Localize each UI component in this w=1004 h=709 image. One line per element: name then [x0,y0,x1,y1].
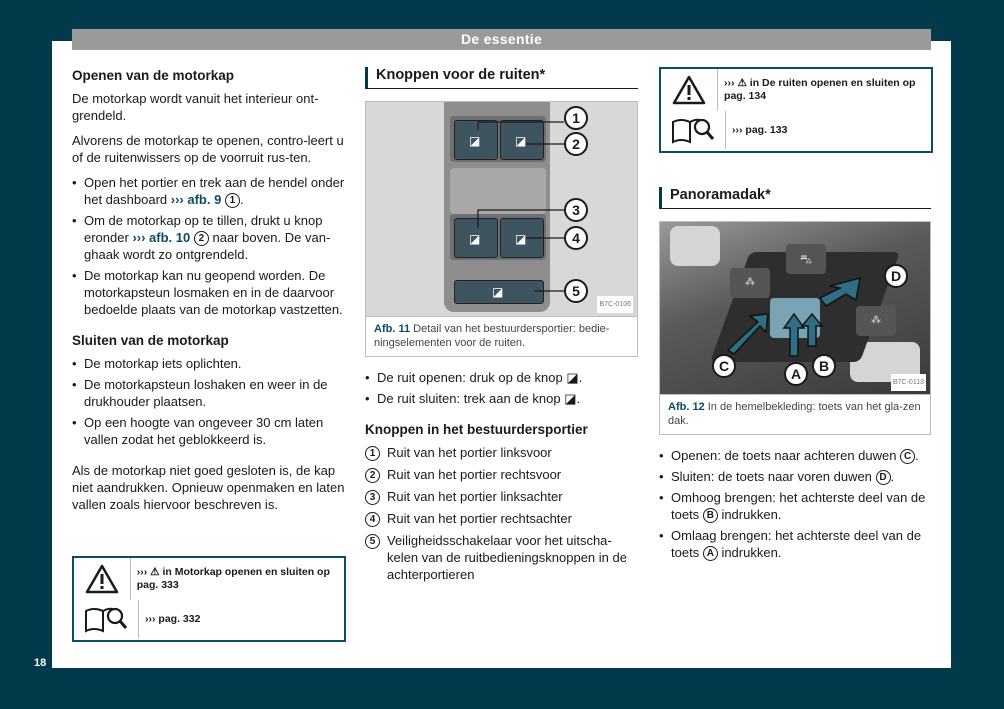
callout-5: 5 [564,279,588,303]
figure-link[interactable]: ››› afb. 9 [170,192,222,207]
heading-close-hood: Sluiten van de motorkap [72,333,229,349]
page-reference[interactable]: ››› pag. 133 [732,123,788,136]
paragraph: Alvorens de motorkap te openen, contro-leert u of de ruitenwissers op de voorruit rus-ten. [72,133,344,165]
paragraph: De motorkap wordt vanuit het interieur ont-grendeld. [72,91,319,123]
figure-code: B7C-0113 [891,374,926,391]
window-icon: ◪ [515,134,527,148]
callout-C: C [712,354,736,378]
callout-number: 2 [194,231,209,246]
list-item: • Op een hoogte van ongeveer 30 cm laten vallen zodat het geblokkeerd is. [72,415,324,448]
figure-code: B7C-0106 [597,296,633,313]
list-item: 3 Ruit van het portier linksachter [365,488,638,505]
sunroof-switch-illustration [660,222,930,394]
interior-light-button: ⁂ [730,268,770,298]
list-item: • De ruit sluiten: trek aan de knop ◪. [365,391,581,406]
list-item: 5 Veiligheidsschakelaar voor het uitscha-kelen van de ruitbedieningsknoppen in de achterportieren [365,532,638,583]
window-close-icon: ◪ [564,391,577,406]
list-item: • Omlaag brengen: het achterste deel van de toets A indrukken. [659,528,922,561]
list-item: • De ruit openen: druk op de knop ◪. [365,370,583,385]
heading-open-hood: Openen van de motorkap [72,68,235,83]
callout-number: 1 [225,193,240,208]
window-icon: ◪ [469,232,481,246]
left-column [72,67,346,521]
figure-link[interactable]: ››› afb. 10 [132,230,191,246]
window-switch-illustration [366,102,637,316]
car-roof-button: ⛍ [786,244,826,274]
list-item: • De motorkap iets oplichten. [72,356,242,372]
warning-icon [74,558,131,600]
list-item: 4 Ruit van het portier rechtsachter [365,510,638,527]
callout-A: A [784,362,808,386]
warning-box [659,67,933,153]
list-item: • Openen: de toets naar achteren duwen C . [659,448,919,463]
page-header: De essentie [72,29,931,50]
list-item: • De motorkapsteun loshaken en weer in de drukhouder plaatsen. [72,377,328,410]
window-open-icon: ◪ [566,370,579,385]
window-icon: ◪ [469,134,481,148]
list-item: • Sluiten: de toets naar voren duwen D . [659,469,895,485]
right-column [659,187,931,565]
callout-2: 2 [564,132,588,156]
figure-sunroof-switch [659,221,931,435]
list-item: • De motorkap kan nu geopend worden. De motorkapsteun losmaken en in de daarvoor bedoelde plaats van de motorkap vastzetten. [72,268,343,318]
page-reference[interactable]: ››› pag. 332 [145,612,201,625]
warning-reference[interactable]: ››› ⚠ in De ruiten openen en sluiten op pag. 134 [724,77,916,102]
callout-B: B [812,354,836,378]
callout-1: 1 [564,106,588,130]
list-item: • Omhoog brengen: het achterste deel van de toets B indrukken. [659,490,926,523]
warning-reference[interactable]: ››› ⚠ in Motorkap openen en sluiten op pag. 333 [136,566,330,591]
section-title-windows: Knoppen voor de ruiten* [365,67,638,89]
figure-caption: Afb. 12 In de hemelbekleding: toets van het gla-zen dak. [660,394,930,434]
subheading-driver-door: Knoppen in het bestuurdersportier [365,422,588,437]
numbered-list [365,444,638,583]
figure-window-switches [365,101,638,357]
warning-box [72,556,346,642]
list-item: • Om de motorkap op te tillen, drukt u knop eronder ››› afb. 10 2 naar boven. De van-ghaak wordt zo ontgrendeld. [72,213,331,263]
book-search-icon [661,111,726,149]
interior-light-button: ⁂ [856,306,896,336]
list-item: 1 Ruit van het portier linksvoor [365,444,638,461]
window-icon: ◪ [515,232,527,246]
book-search-icon [74,600,139,638]
callout-3: 3 [564,198,588,222]
callout-D: D [884,264,908,288]
list-item: 2 Ruit van het portier rechtsvoor [365,466,638,483]
figure-caption: Afb. 11 Detail van het bestuurdersportier: bedie-ningselementen voor de ruiten. [366,316,637,356]
callout-4: 4 [564,226,588,250]
paragraph: Als de motorkap niet goed gesloten is, de kap niet aandrukken. Opnieuw openmaken en laten vallen zoals hiervoor beschreven is. [72,463,345,513]
list-item: • Open het portier en trek aan de hendel onder het dashboard ››› afb. 9 1 . [72,175,345,207]
middle-column [365,67,638,588]
section-title-sunroof: Panoramadak* [659,187,931,209]
page-number: 18 [34,657,47,669]
window-lock-icon: ◪ [492,285,504,299]
warning-icon [661,69,718,111]
